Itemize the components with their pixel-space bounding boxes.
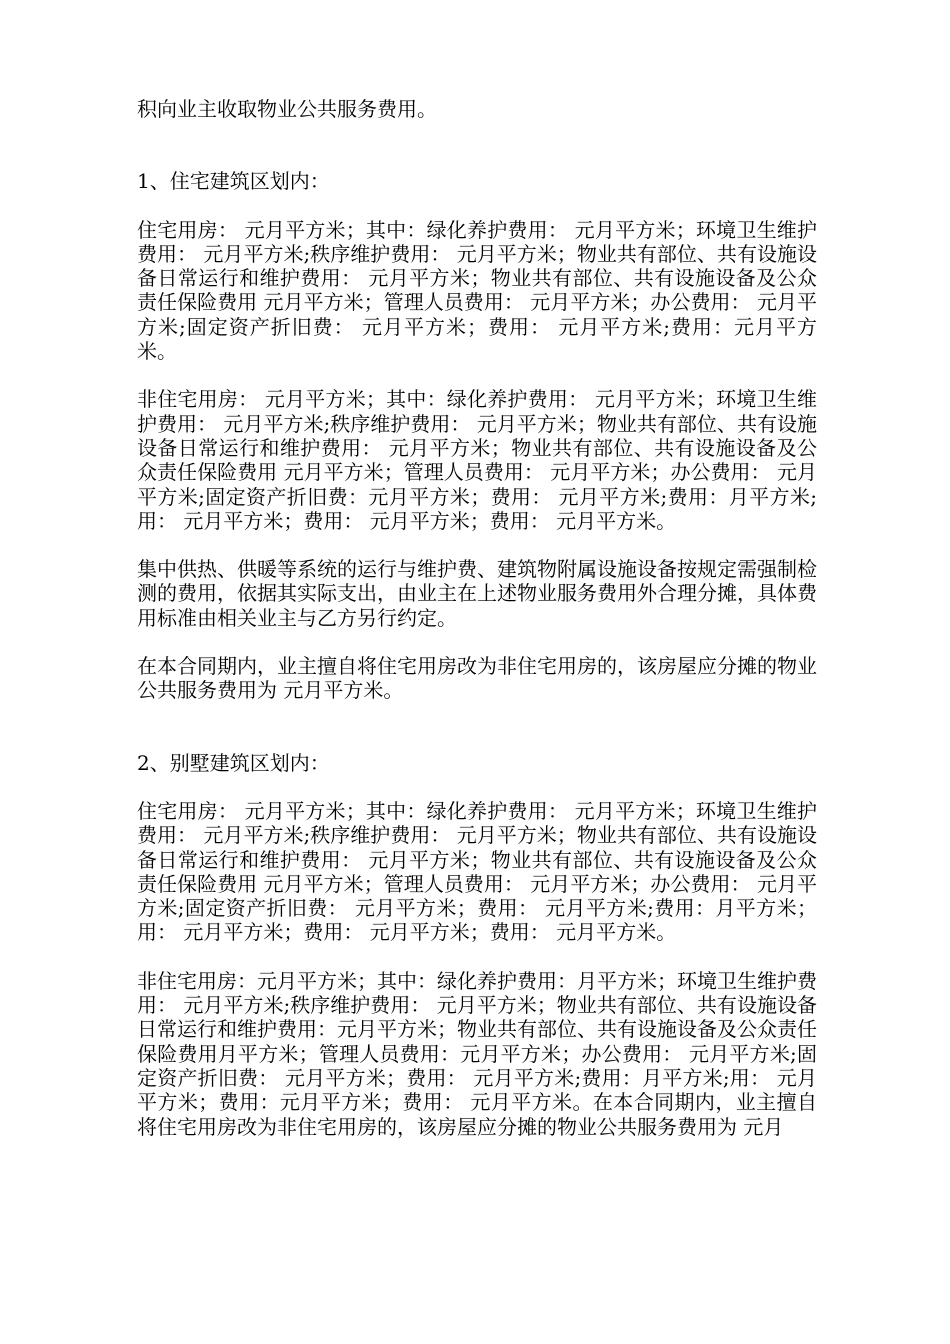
spacer xyxy=(137,363,817,387)
intro-line: 积向业主收取物业公共服务费用。 xyxy=(137,97,437,121)
section-1-residential-paragraph: 住宅用房： 元月平方米；其中：绿化养护费用： 元月平方米；环境卫生维护费用： 元月平方米;秩序维护费用： 元月平方米；物业共有部位、共有设施设备日常运行和维护费用： 元月平方米；物业共有部位、共有设施设备及公众责任保险费用 元月平方米；管理人员费用： 元月平方米；办公费用： 元月平方米;固定资产折旧费： 元月平方米；费用： 元月平方米;费用：元月平方米。 xyxy=(137,217,817,364)
spacer xyxy=(137,121,817,169)
spacer xyxy=(137,945,817,969)
spacer xyxy=(137,533,817,557)
spacer xyxy=(137,703,817,751)
section-2-residential-paragraph: 住宅用房： 元月平方米；其中：绿化养护费用： 元月平方米；环境卫生维护费用： 元月平方米;秩序维护费用： 元月平方米；物业共有部位、共有设施设备日常运行和维护费用： 元月平方米；物业共有部位、共有设施设备及公众责任保险费用 元月平方米；管理人员费用： 元月平方米；办公费用： 元月平方米;固定资产折旧费： 元月平方米；费用： 元月平方米;费用：月平方米；用： 元月平方米；费用： 元月平方米；费用： 元月平方米。 xyxy=(137,798,817,945)
document-page xyxy=(137,97,817,1139)
section-1-non-residential-paragraph: 非住宅用房： 元月平方米；其中：绿化养护费用： 元月平方米；环境卫生维护费用： 元月平方米;秩序维护费用： 元月平方米；物业共有部位、共有设施设备日常运行和维护费用： 元月平方米；物业共有部位、共有设施设备及公众责任保险费用 元月平方米；管理人员费用： 元月平方米；办公费用： 元月平方米;固定资产折旧费：元月平方米；费用： 元月平方米;费用：月平方米;用： 元月平方米；费用： 元月平方米；费用： 元月平方米。 xyxy=(137,387,817,533)
spacer xyxy=(137,630,817,654)
section-2-heading: 2、别墅建筑区划内： xyxy=(137,750,330,775)
section-1-heading: 1、住宅建筑区划内： xyxy=(137,169,330,194)
spacer xyxy=(137,775,817,799)
section-1-conversion-paragraph: 在本合同期内，业主擅自将住宅用房改为非住宅用房的，该房屋应分摊的物业公共服务费用为 元月平方米。 xyxy=(137,654,817,703)
section-2-non-residential-paragraph: 非住宅用房：元月平方米；其中：绿化养护费用：月平方米；环境卫生维护费用： 元月平方米;秩序维护费用： 元月平方米；物业共有部位、共有设施设备日常运行和维护费用：元月平方米；物业共有部位、共有设施设备及公众责任保险费用月平方米；管理人员费用：元月平方米；办公费用： 元月平方米;固定资产折旧费： 元月平方米；费用： 元月平方米;费用：月平方米;用： 元月平方米；费用：元月平方米；费用： 元月平方米。在本合同期内，业主擅自将住宅用房改为非住宅用房的，该房屋应分摊的物业公共服务费用为 元月 xyxy=(137,968,817,1139)
spacer xyxy=(137,194,817,218)
section-1-heating-paragraph: 集中供热、供暖等系统的运行与维护费、建筑物附属设施设备按规定需强制检测的费用，依据其实际支出，由业主在上述物业服务费用外合理分摊，具体费用标准由相关业主与乙方另行约定。 xyxy=(137,557,817,630)
